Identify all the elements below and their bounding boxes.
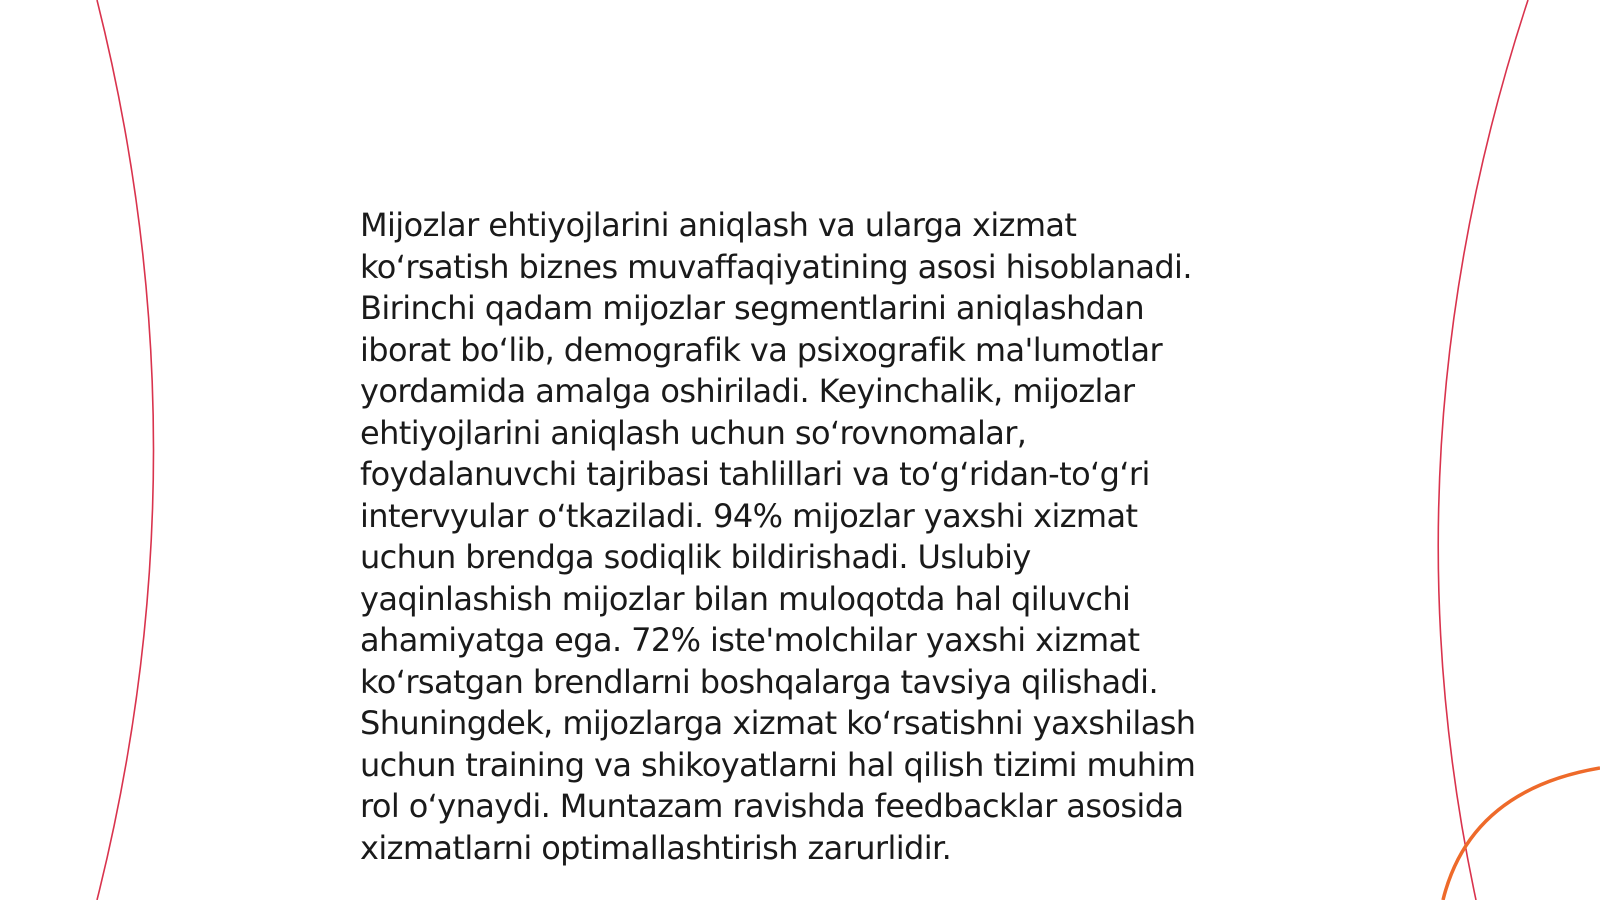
- paragraph-line: Shuningdek, mijozlarga xizmat ko‘rsatishni yaxshilash: [360, 704, 1196, 742]
- paragraph-line: xizmatlarni optimallashtirish zarurlidir.: [360, 828, 952, 867]
- paragraph-line: foydalanuvchi tajribasi tahlillari va to‘g‘ridan-to‘g‘ri: [360, 455, 1150, 493]
- paragraph-line: Birinchi qadam mijozlar segmentlarini aniqlashdan: [360, 289, 1145, 327]
- paragraph-line: rol o‘ynaydi. Muntazam ravishda feedbacklar asosida: [360, 787, 1184, 825]
- right-arc-curve: [1438, 0, 1528, 900]
- paragraph-line: ko‘rsatgan brendlarni boshqalarga tavsiya qilishadi.: [360, 662, 1159, 701]
- paragraph-line: ehtiyojlarini aniqlash uchun so‘rovnomalar,: [360, 413, 1027, 452]
- paragraph-line: yordamida amalga oshiriladi. Keyinchalik, mijozlar: [360, 372, 1135, 410]
- orange-circle-arc: [1443, 768, 1600, 900]
- paragraph-line: iborat bo‘lib, demografik va psixografik ma'lumotlar: [360, 330, 1163, 369]
- left-arc-curve: [97, 0, 154, 900]
- paragraph-line: uchun training va shikoyatlarni hal qilish tizimi muhim: [360, 745, 1196, 784]
- paragraph-line: ahamiyatga ega. 72% iste'molchilar yaxshi xizmat: [360, 621, 1140, 659]
- body-paragraph: [360, 205, 1250, 869]
- paragraph-line: intervyular o‘tkaziladi. 94% mijozlar yaxshi xizmat: [360, 496, 1138, 535]
- paragraph-line: Mijozlar ehtiyojlarini aniqlash va ularga xizmat: [360, 206, 1077, 244]
- paragraph-line: ko‘rsatish biznes muvaffaqiyatining asosi hisoblanadi.: [360, 247, 1192, 286]
- paragraph-line: yaqinlashish mijozlar bilan muloqotda hal qiluvchi: [360, 579, 1131, 618]
- paragraph-line: uchun brendga sodiqlik bildirishadi. Uslubiy: [360, 538, 1031, 576]
